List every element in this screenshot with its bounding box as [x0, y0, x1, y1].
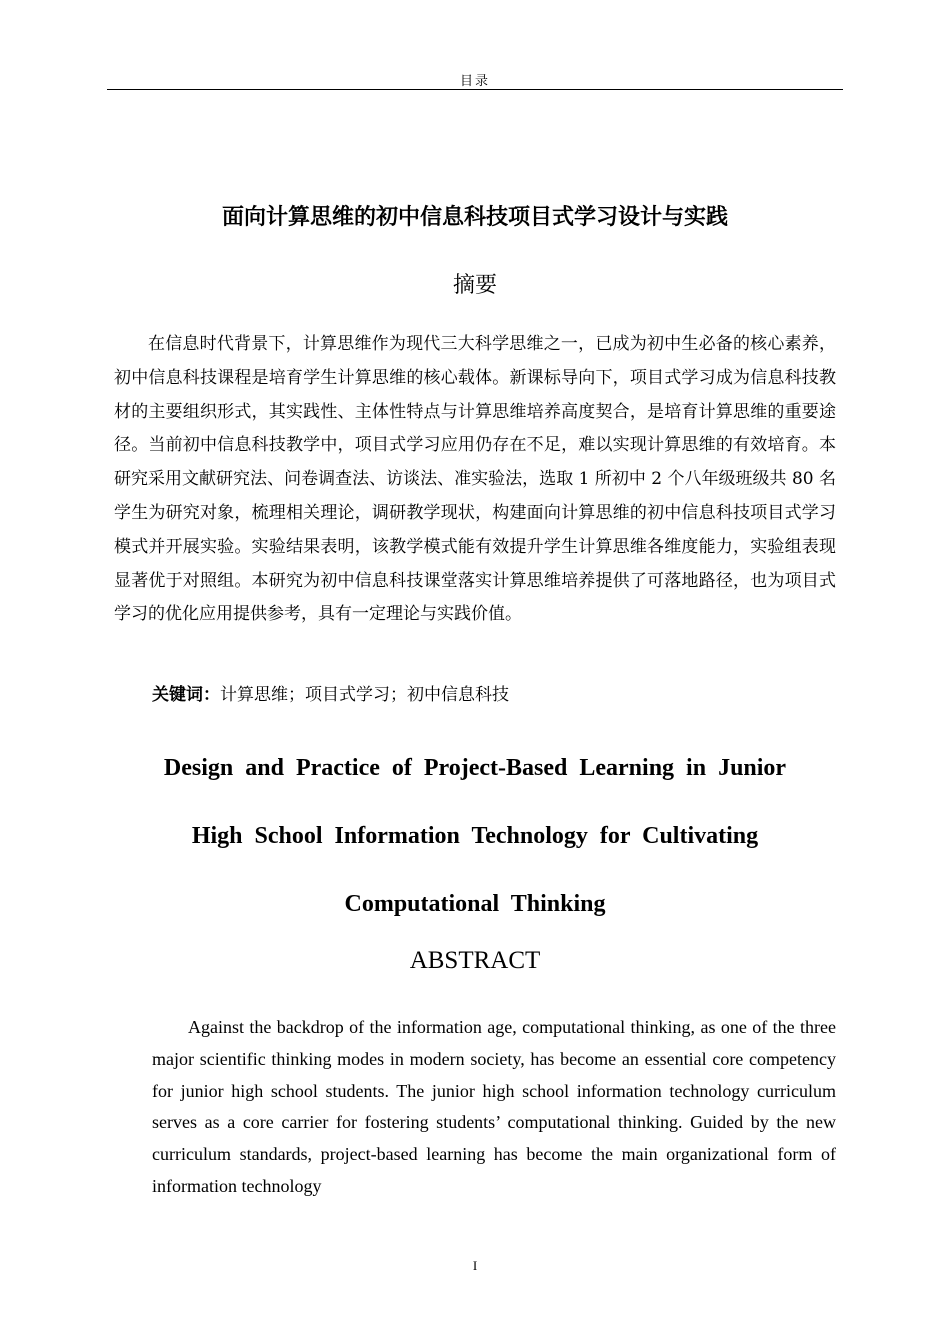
keywords-line: [152, 680, 836, 710]
chinese-title: 面向计算思维的初中信息科技项目式学习设计与实践: [221, 205, 728, 230]
english-abstract-body: Against the backdrop of the information age, computational thinking, as one of the three major scientific thinking modes in modern society, has become an essential core competency for junior high school students. The junior high school information technology curriculum serves as a core carrier for fostering students’ computational thinking. Guided by the new curriculum standards, project-based learning has become the main organizational form of information technology: [152, 1017, 836, 1196]
page-number: I: [472, 1258, 478, 1273]
header-rule: [107, 89, 843, 90]
chinese-abstract-heading: 摘要: [452, 273, 497, 298]
running-header: 目录: [459, 74, 490, 89]
english-title: Design and Practice of Project-Based Learning in Junior High School Information Technology for Cultivating Computational Thinking: [163, 755, 787, 917]
chinese-abstract-body: 在信息时代背景下，计算思维作为现代三大科学思维之一，已成为初中生必备的核心素养，初中信息科技课程是培育学生计算思维的核心载体。新课标导向下，项目式学习成为信息科技教材的主要组织形式，其实践性、主体性特点与计算思维培养高度契合，是培育计算思维的重要途径。当前初中信息科技教学中，项目式学习应用仍存在不足，难以实现计算思维的有效培育。本研究采用文献研究法、问卷调查法、访谈法、准实验法，选取 1 所初中 2 个八年级班级共 80 名学生为研究对象，梳理相关理论，调研教学现状，构建面向计算思维的初中信息科技项目式学习模式并开展实验。实验结果表明，该教学模式能有效提升学生计算思维各维度能力，实验组表现显著优于对照组。本研究为初中信息科技课堂落实计算思维培养提供了可落地路径，也为项目式学习的优化应用提供参考，具有一定理论与实践价值。: [114, 334, 836, 625]
keywords-value: 计算思维；项目式学习；初中信息科技: [220, 685, 509, 705]
keywords-label: 关键词：: [152, 685, 220, 705]
english-abstract-heading: ABSTRACT: [409, 947, 541, 974]
